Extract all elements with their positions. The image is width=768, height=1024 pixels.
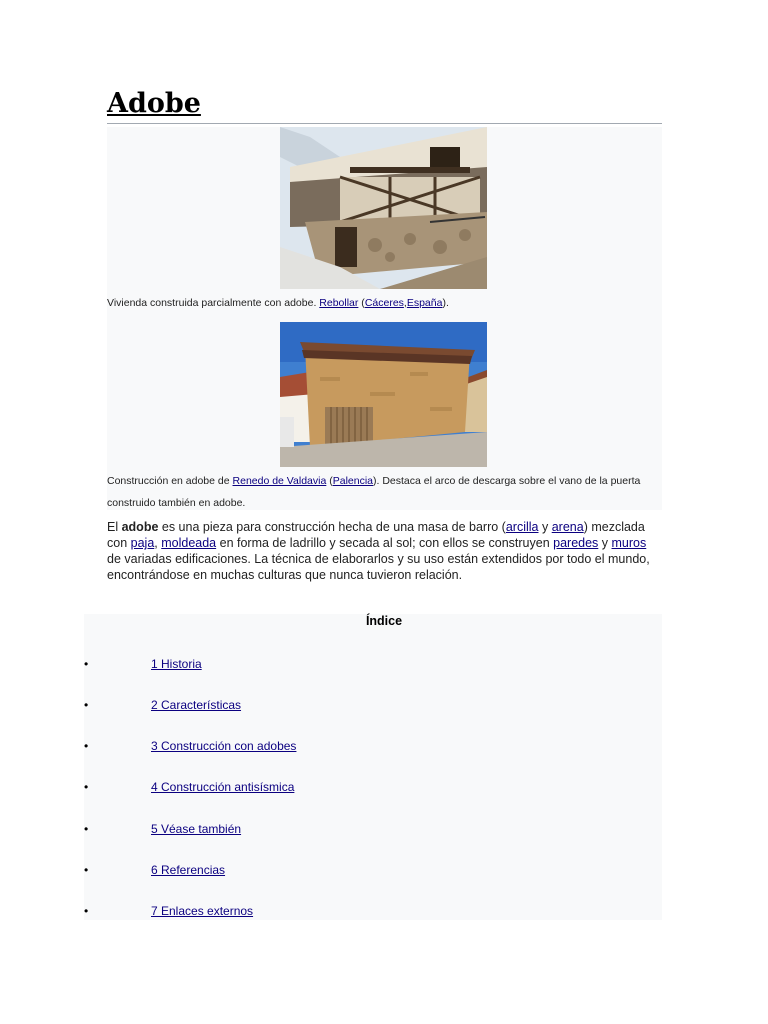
toc-link-caracteristicas[interactable]: 2 Características — [151, 698, 242, 712]
bullet-icon: • — [84, 657, 89, 671]
link-renedo-de-valdavia[interactable]: Renedo de Valdavia — [232, 475, 327, 487]
image-caption-rebollar: Vivienda construida parcialmente con adobe. Rebollar (Cáceres,España). — [107, 297, 449, 309]
link-caceres[interactable]: Cáceres — [364, 297, 404, 309]
toc-link-referencias[interactable]: 6 Referencias — [151, 863, 226, 877]
house-photo-rebollar[interactable] — [280, 127, 487, 289]
bullet-icon: • — [84, 780, 89, 794]
bullet-icon: • — [84, 739, 89, 753]
link-rebollar[interactable]: Rebollar — [319, 297, 359, 309]
link-paredes[interactable]: paredes — [553, 536, 599, 550]
page-title: Adobe — [107, 88, 201, 119]
toc-link-enlaces-externos[interactable]: 7 Enlaces externos — [151, 904, 254, 918]
toc-link-construccion-antisismica[interactable]: 4 Construcción antisísmica — [151, 780, 295, 794]
bullet-icon: • — [84, 863, 89, 877]
toc-title: Índice — [365, 614, 403, 628]
intro-paragraph: El adobe es una pieza para construcción hecha de una masa de barro (arcilla y arena) mezclada con paja, moldeada en forma de ladrillo y secada al sol; con ellos se construyen paredes y muros de variadas edificaciones. La técnica de elaborarlos y su uso están extendidos por todo el mundo, encontrándose en muchas culturas que nunca tuvieron relación. — [107, 520, 650, 582]
link-paja[interactable]: paja — [130, 536, 155, 550]
toc-link-construccion-con-adobes[interactable]: 3 Construcción con adobes — [151, 739, 297, 753]
link-espana[interactable]: España — [406, 297, 443, 309]
bullet-icon: • — [84, 822, 89, 836]
image-caption-renedo: Construcción en adobe de Renedo de Valdavia (Palencia). Destaca el arco de descarga sobre el vano de la puerta construido también en adobe. — [107, 475, 641, 509]
link-muros[interactable]: muros — [611, 536, 647, 550]
link-arcilla[interactable]: arcilla — [505, 520, 539, 534]
link-moldeada[interactable]: moldeada — [161, 536, 217, 550]
toc-link-historia[interactable]: 1 Historia — [151, 657, 202, 671]
term-adobe: adobe — [121, 520, 159, 534]
bullet-icon: • — [84, 698, 89, 712]
bullet-icon: • — [84, 904, 89, 918]
link-palencia[interactable]: Palencia — [332, 475, 374, 487]
toc-link-vease-tambien[interactable]: 5 Véase también — [151, 822, 242, 836]
title-divider — [107, 123, 662, 124]
link-arena[interactable]: arena — [551, 520, 584, 534]
adobe-building-photo-renedo[interactable] — [280, 322, 487, 467]
